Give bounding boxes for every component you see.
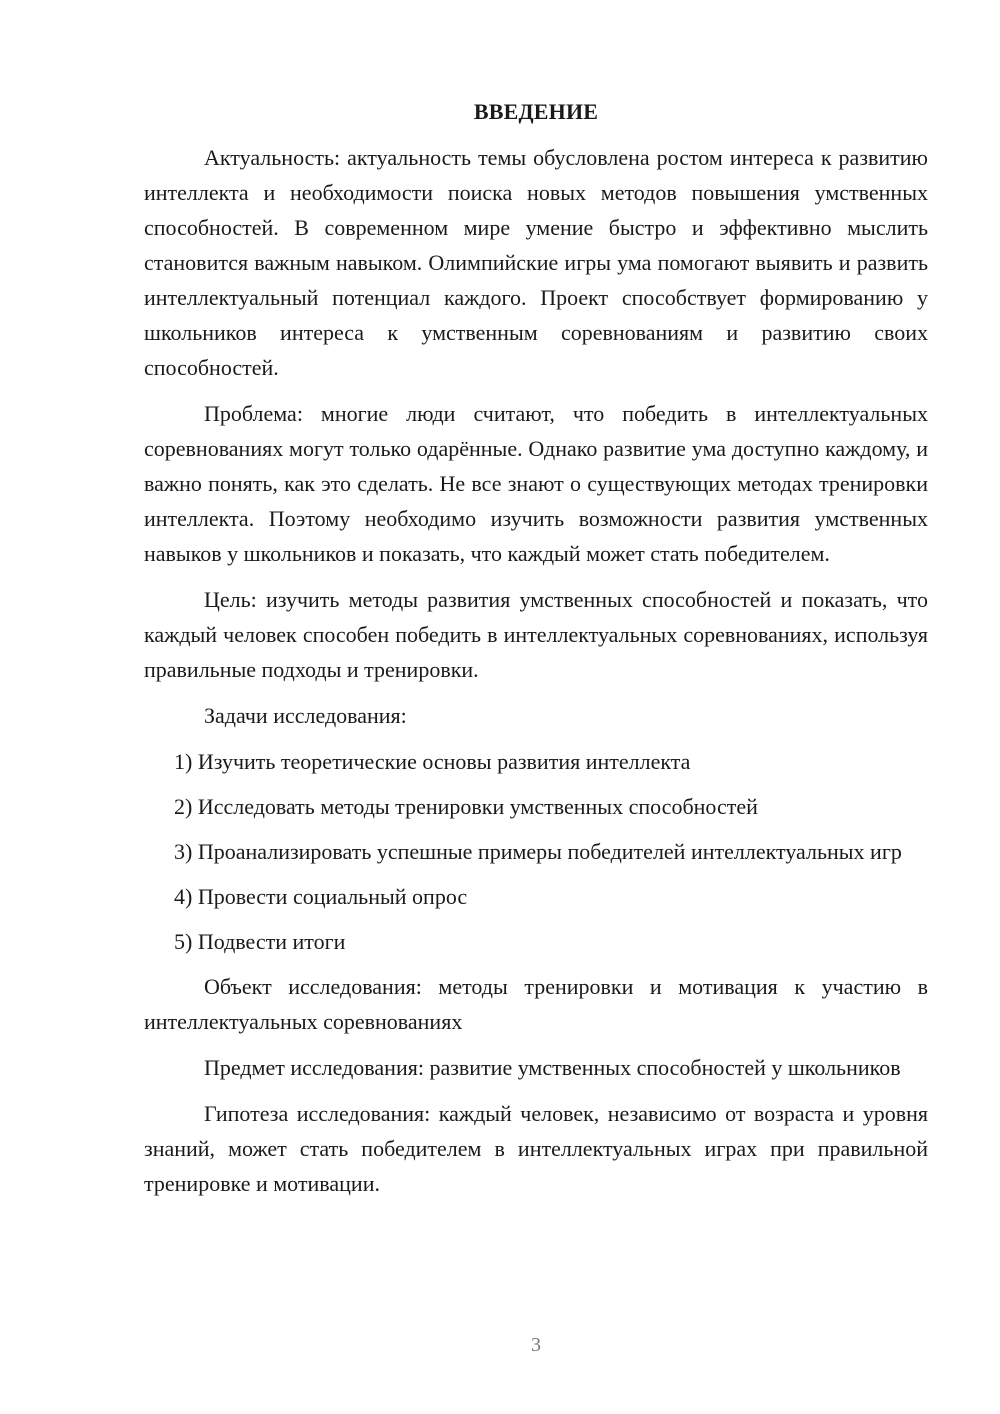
list-item: 1) Изучить теоретические основы развития интеллекта bbox=[174, 749, 691, 774]
list-item: 4) Провести социальный опрос bbox=[174, 884, 468, 909]
goal-paragraph: Цель: изучить методы развития умственных способностей и показать, что каждый человек способен победить в интеллектуальных соревнованиях, используя правильные подходы и тренировки. bbox=[144, 587, 928, 682]
list-item: 3) Проанализировать успешные примеры победителей интеллектуальных игр bbox=[174, 839, 902, 864]
page-number: 3 bbox=[531, 1334, 541, 1356]
tasks-list bbox=[144, 744, 928, 959]
object-paragraph: Объект исследования: методы тренировки и мотивация к участию в интеллектуальных соревнованиях bbox=[144, 974, 928, 1034]
relevance-paragraph: Актуальность: актуальность темы обусловлена ростом интереса к развитию интеллекта и необходимости поиска новых методов повышения умственных способностей. В современном мире умение быстро и эффективно мыслить становится важным навыком. Олимпийские игры ума помогают выявить и развить интеллектуальный потенциал каждого. Проект способствует формированию у школьников интереса к умственным соревнованиям и развитию своих способностей. bbox=[144, 145, 928, 380]
list-item: 2) Исследовать методы тренировки умственных способностей bbox=[174, 794, 758, 819]
hypothesis-paragraph: Гипотеза исследования: каждый человек, независимо от возраста и уровня знаний, может стать победителем в интеллектуальных играх при правильной тренировке и мотивации. bbox=[144, 1101, 928, 1196]
document-page bbox=[144, 96, 928, 1212]
problem-paragraph: Проблема: многие люди считают, что победить в интеллектуальных соревнованиях могут только одарённые. Однако развитие ума доступно каждому, и важно понять, как это сделать. Не все знают о существующих методах тренировки интеллекта. Поэтому необходимо изучить возможности развития умственных навыков у школьников и показать, что каждый может стать победителем. bbox=[144, 401, 928, 566]
list-item: 5) Подвести итоги bbox=[174, 929, 346, 954]
subject-paragraph: Предмет исследования: развитие умственных способностей у школьников bbox=[204, 1055, 901, 1080]
section-title: ВВЕДЕНИЕ bbox=[473, 99, 599, 124]
tasks-heading: Задачи исследования: bbox=[204, 703, 407, 728]
